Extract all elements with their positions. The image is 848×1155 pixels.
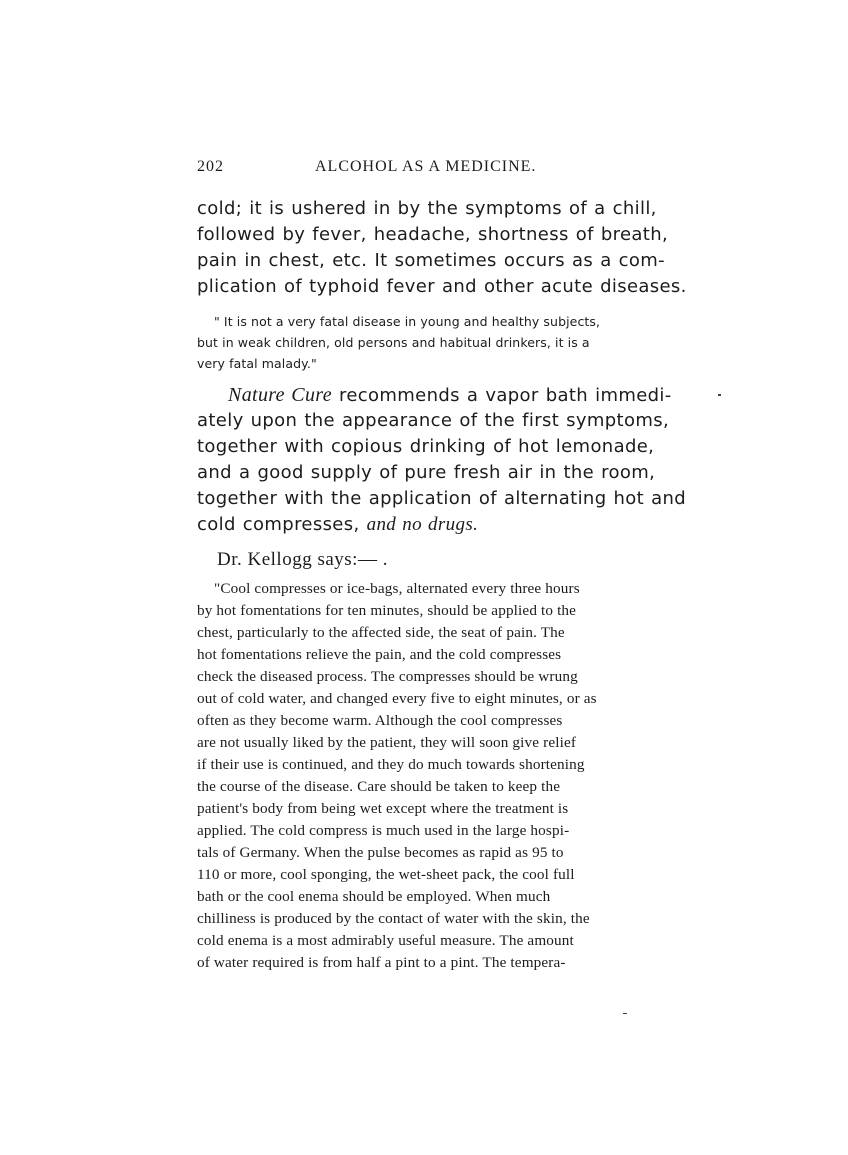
quote-line: hot fomentations relieve the pain, and the cold compresses <box>197 646 562 663</box>
quote-line: tals of Germany. When the pulse becomes as rapid as 95 to <box>197 844 564 861</box>
quote-line: " It is not a very fatal disease in young and healthy subjects, <box>214 314 601 329</box>
quote-line: by hot fomentations for ten minutes, should be applied to the <box>197 602 577 619</box>
quote-line: out of cold water, and changed every five to eight minutes, or as <box>197 690 597 707</box>
paragraph-line <box>228 384 672 407</box>
quote-line: the course of the disease. Care should be taken to keep the <box>197 778 561 795</box>
emphasis-text: and no drugs. <box>366 514 479 535</box>
quote-line: but in weak children, old persons and habitual drinkers, it is a <box>197 335 590 350</box>
paragraph-line: together with copious drinking of hot lemonade, <box>197 436 655 457</box>
paragraph-line: ately upon the appearance of the first symptoms, <box>197 410 670 431</box>
quote-line: are not usually liked by the patient, they will soon give relief <box>197 734 577 751</box>
quote-line: "Cool compresses or ice-bags, alternated every three hours <box>214 580 580 597</box>
quote-line: patient's body from being wet except where the treatment is <box>197 800 569 817</box>
running-title: ALCOHOL AS A MEDICINE. <box>315 158 537 175</box>
quote-line: very fatal malady." <box>197 356 317 371</box>
scan-speck <box>623 1013 627 1014</box>
quote-line: chilliness is produced by the contact of water with the skin, the <box>197 910 590 927</box>
paragraph-line: followed by fever, headache, shortness of breath, <box>197 224 669 245</box>
paragraph-line: cold; it is ushered in by the symptoms of a chill, <box>197 198 657 219</box>
paragraph-text: cold compresses, <box>197 514 367 535</box>
quote-line: often as they become warm. Although the cool compresses <box>197 712 563 729</box>
paragraph-line: plication of typhoid fever and other acute diseases. <box>197 276 687 297</box>
paragraph-line: pain in chest, etc. It sometimes occurs as a com- <box>197 250 665 271</box>
quote-line: of water required is from half a pint to a pint. The tempera- <box>197 954 566 971</box>
quote-line: check the diseased process. The compresses should be wrung <box>197 668 578 685</box>
quote-line: if their use is continued, and they do much towards shortening <box>197 756 585 773</box>
kellogg-intro: Dr. Kellogg says:— . <box>217 549 388 570</box>
quote-line: cold enema is a most admirably useful measure. The amount <box>197 932 574 949</box>
nature-cure-title: Nature Cure <box>228 384 332 406</box>
scan-speck <box>718 394 721 396</box>
quote-line: chest, particularly to the affected side, the seat of pain. The <box>197 624 565 641</box>
page-number: 202 <box>197 158 224 175</box>
paragraph-line: together with the application of alternating hot and <box>197 488 687 509</box>
quote-line: 110 or more, cool sponging, the wet-sheet pack, the cool full <box>197 866 575 883</box>
quote-line: bath or the cool enema should be employed. When much <box>197 888 551 905</box>
paragraph-line <box>197 514 478 536</box>
paragraph-text: recommends a vapor bath immedi- <box>331 385 672 406</box>
page-header <box>197 158 697 180</box>
quote-line: applied. The cold compress is much used in the large hospi- <box>197 822 570 839</box>
paragraph-line: and a good supply of pure fresh air in the room, <box>197 462 656 483</box>
